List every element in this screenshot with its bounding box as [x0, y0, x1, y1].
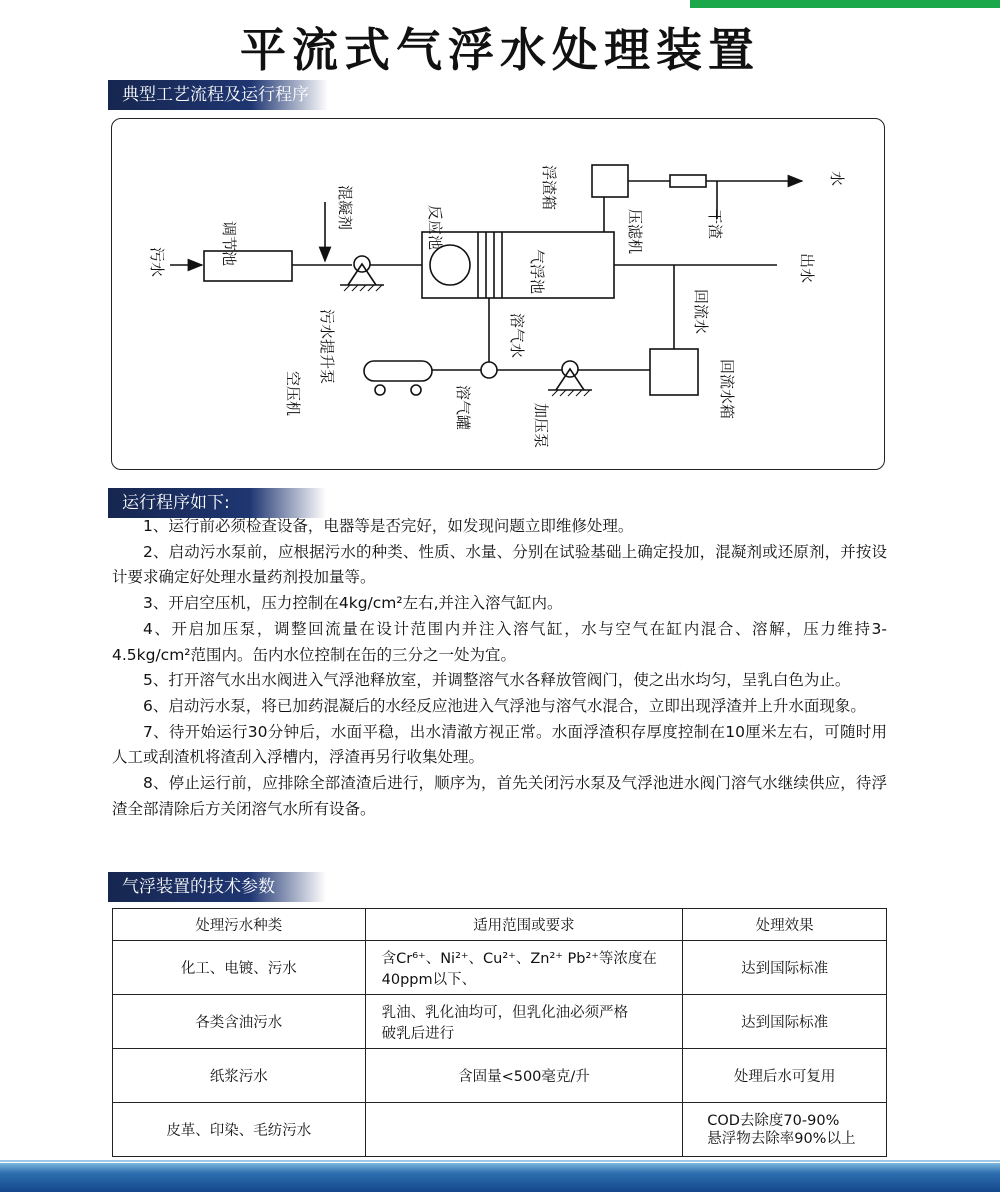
procedure-step: 3、开启空压机，压力控制在4kg/cm²左右,并注入溶气缸内。 [143, 594, 563, 613]
procedure-list [112, 514, 887, 822]
procedure-step: 5、打开溶气水出水阀进入气浮池释放室，并调整溶气水各释放管阀门，使之出水均匀，呈乳白色为止。 [143, 671, 851, 690]
cell-type: 皮革、印染、毛纺污水 [113, 1103, 366, 1157]
footer-bar [0, 1163, 1000, 1192]
scum-box-shape [592, 165, 628, 197]
regulating-tank-shape [204, 251, 292, 281]
procedure-step: 4、开启加压泵，调整回流量在设计范围内并注入溶气缸，水与空气在缸内混合、溶解，压力维持3-4.5kg/cm²范围内。缶内水位控制在缶的三分之一处为宜。 [112, 619, 887, 664]
cell-effect: 处理后水可复用 [683, 1049, 887, 1103]
parameters-table [112, 908, 887, 1157]
label-pressure-pump: 加压泵 [532, 403, 550, 449]
label-outlet: 出水 [798, 253, 816, 284]
flotation-tank-shape [422, 232, 614, 298]
procedure-step: 6、启动污水泵，将已加药混凝后的水经反应池进入气浮池与溶气水混合，立即出现浮渣并上升水面现象。 [143, 696, 866, 715]
cell-type: 纸浆污水 [113, 1049, 366, 1103]
label-filter-press: 压滤机 [626, 209, 644, 255]
table-row [113, 941, 887, 995]
procedure-step: 8、停止运行前，应排除全部渣渣后进行，顺序为，首先关闭污水泵及气浮池进水阀门溶气水继续供应，待浮渣全部清除后方关闭溶气水所有设备。 [112, 774, 887, 818]
section-header-params: 气浮装置的技术参数 [108, 872, 326, 902]
footer-accent-line [0, 1160, 1000, 1162]
table-row [113, 995, 887, 1049]
header-cell: 处理效果 [683, 909, 887, 941]
section-header-procedure: 运行程序如下: [108, 488, 326, 518]
label-coagulant: 混凝剂 [336, 185, 354, 231]
label-compressor: 空压机 [284, 371, 302, 417]
table-row [113, 1049, 887, 1103]
label-dissolving-tank: 溶气罐 [454, 385, 472, 431]
compressor-shape [364, 361, 432, 381]
cell-type: 化工、电镀、污水 [113, 941, 366, 995]
label-water: 水 [828, 171, 846, 187]
dissolving-tank-shape [481, 362, 497, 378]
label-flotation-tank: 气浮池 [528, 249, 546, 295]
return-tank-shape [650, 349, 698, 395]
page-title: 平流式气浮水处理装置 [240, 23, 760, 77]
header-cell: 处理污水种类 [113, 909, 366, 941]
label-reaction-tank: 反应池 [426, 205, 444, 251]
table-header-row [113, 909, 887, 941]
label-return-tank: 回流水箱 [718, 359, 736, 420]
table-row [113, 1103, 887, 1157]
cell-requirement: 乳油、乳化油均可，但乳化油必须严格 破乳后进行 [365, 995, 683, 1049]
cell-type: 各类含油污水 [113, 995, 366, 1049]
label-lift-pump: 污水提升泵 [318, 309, 336, 385]
procedure-step: 1、运行前必须检查设备，电器等是否完好，如发现问题立即维修处理。 [143, 517, 634, 535]
filter-press-shape [670, 175, 706, 187]
label-dry-sludge: 干渣 [706, 209, 724, 240]
label-regulating-tank: 调节池 [220, 221, 238, 267]
header-cell: 适用范围或要求 [365, 909, 683, 941]
procedure-step: 2、启动污水泵前，应根据污水的种类、性质、水量、分别在试验基础上确定投加，混凝剂或还原剂，并按设计要求确定好处理水量药剂投加量等。 [112, 542, 887, 587]
cell-requirement: 含Cr⁶⁺、Ni²⁺、Cu²⁺、Zn²⁺ Pb²⁺等浓度在 40ppm以下、 [365, 941, 683, 995]
label-return-water: 回流水 [692, 289, 710, 335]
section-header-process: 典型工艺流程及运行程序 [108, 80, 328, 110]
label-sewage: 污水 [148, 247, 166, 278]
label-scum-box: 浮渣箱 [540, 165, 558, 211]
cell-effect: 达到国际标准 [683, 995, 887, 1049]
label-dissolved-water: 溶气水 [508, 313, 526, 359]
cell-requirement [365, 1103, 683, 1157]
cell-effect: 达到国际标准 [683, 941, 887, 995]
process-flow-diagram [111, 118, 885, 470]
cell-requirement: 含固量<500毫克/升 [365, 1049, 683, 1103]
cell-effect: COD去除度70-90% 悬浮物去除率90%以上 [683, 1103, 887, 1157]
top-accent-bar [690, 0, 1000, 8]
procedure-step: 7、待开始运行30分钟后，水面平稳，出水清澈方视正常。水面浮渣积存厚度控制在10厘米左右，可随时用人工或刮渣机将渣刮入浮槽内，浮渣再另行收集处理。 [112, 722, 887, 767]
